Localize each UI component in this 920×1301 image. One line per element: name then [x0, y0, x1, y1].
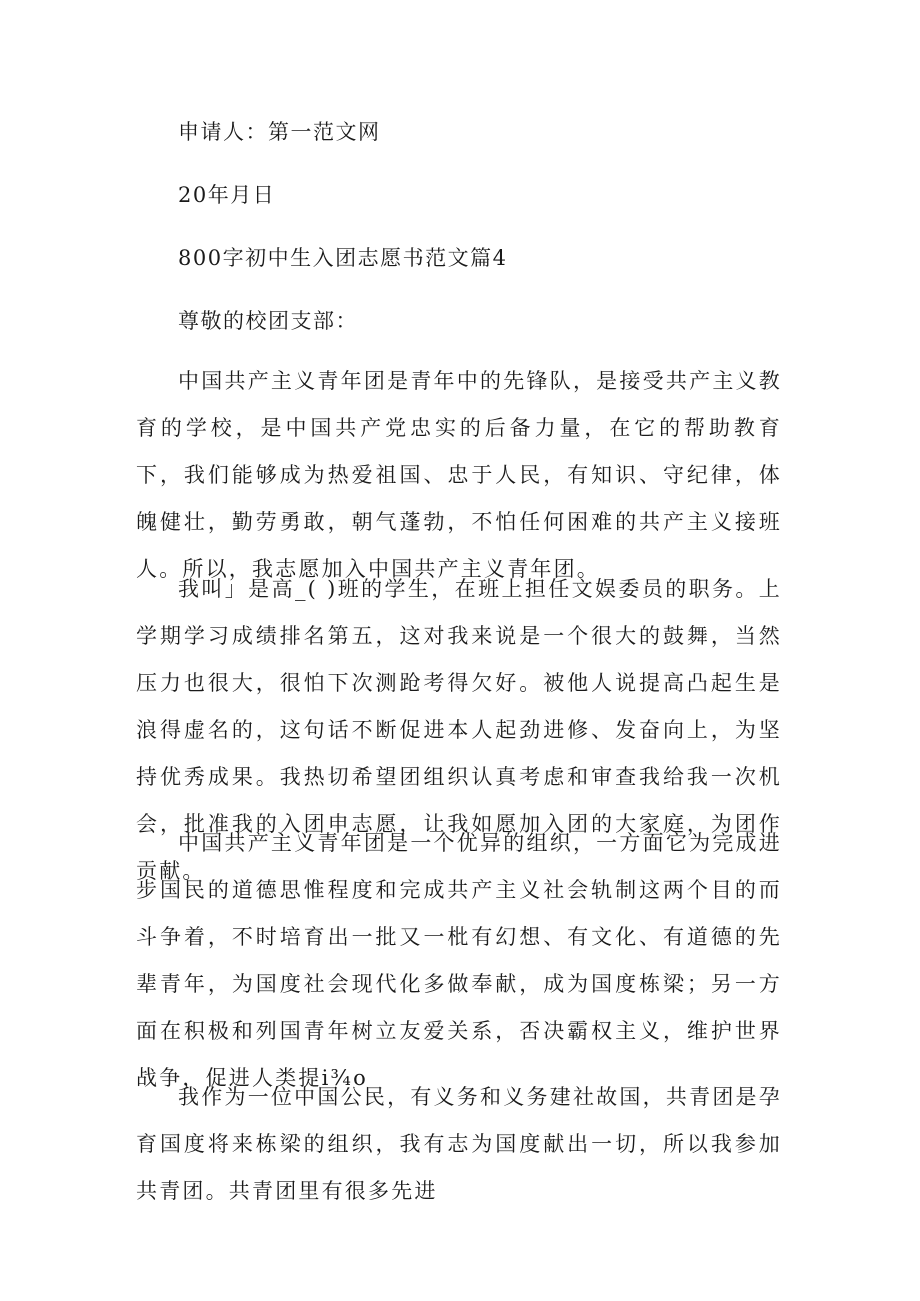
applicant-line: 申请人：第一范文网	[178, 120, 381, 144]
paragraph-2: 我叫」是高_( )班的学生，在班上担任文娱委员的职务。上学期学习成绩排名第五，这对我来说是一个很大的鼓舞，当然压力也很大，很怕下次测跄考得欠好。被他人说提高凸起生是浪得虚名的，这句话不断促进本人起劲进修、发奋向上，为坚持优秀成果。我热切希望团组织认真考虑和审查我给我一次机会，批准我的入团申志愿，让我如愿加入团的大家庭，为团作贡献。	[136, 577, 782, 883]
paragraph-1: 中国共产主义青年团是青年中的先锋队，是接受共产主义教育的学校，是中国共产党忠实的后备力量，在它的帮助教育下，我们能够成为热爱祖国、忠于人民，有知识、守纪律，体魄健壮，勤劳勇敢，朝气蓬勃，不怕任何困难的共产主义接班人。所以，我志愿加入中国共产主义青年团。	[136, 369, 782, 581]
date-line: 20年月日	[178, 183, 276, 207]
salutation: 尊敬的校团支部：	[178, 309, 358, 333]
section-title: 800字初中生入团志愿书范文篇4	[178, 246, 508, 270]
paragraph-4: 我作为一位中国公民，有义务和义务建社故国，共青团是孕育国度将来栋梁的组织，我有志为国度献出一切，所以我参加共青团。共青团里有很多先进	[136, 1085, 782, 1203]
paragraph-3: 中国共产主义青年团是一个优异的组织，一方面它为完成进步国民的道德思惟程度和完成共产主义社会轨制这两个目的而斗争着，不时培育出一批又一枇有幻想、有文化、有道德的先辈青年，为国度社会现代化多做奉献，成为国度栋梁；另一方面在积极和列国青年树立友爱关系，否决霸权主义，维护世界战争，促进人类提i¾o	[136, 831, 782, 1090]
